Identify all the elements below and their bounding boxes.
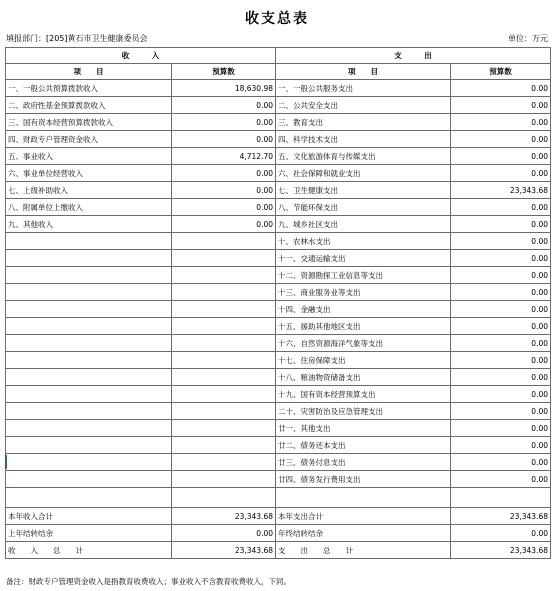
- table-row: [6, 80, 551, 97]
- income-budget-cell[interactable]: 0.00: [172, 131, 276, 148]
- income-budget-cell[interactable]: [172, 352, 276, 369]
- page-title: 收支总表: [245, 11, 309, 27]
- expense-item-cell[interactable]: 廿一、其他支出: [276, 420, 451, 437]
- table-row: [6, 284, 551, 301]
- expense-item-cell[interactable]: 十九、国有资本经营预算支出: [276, 386, 451, 403]
- income-item-cell[interactable]: [6, 403, 172, 420]
- expense-budget-cell[interactable]: 0.00: [451, 301, 551, 318]
- income-budget-cell[interactable]: [172, 318, 276, 335]
- expense-budget-cell[interactable]: 23,343.68: [451, 508, 551, 525]
- income-budget-cell[interactable]: [172, 420, 276, 437]
- income-item-cell[interactable]: 四、财政专户管理资金收入: [6, 131, 172, 148]
- reporting-unit: 填报部门：[205]黄石市卫生健康委员会: [6, 34, 148, 43]
- expense-budget-cell[interactable]: 0.00: [451, 352, 551, 369]
- income-item-cell[interactable]: [6, 352, 172, 369]
- expense-item-cell[interactable]: 五、文化旅游体育与传媒支出: [276, 148, 451, 165]
- income-item-header[interactable]: 项 目: [6, 64, 172, 80]
- table-row: [6, 216, 551, 233]
- income-item-cell[interactable]: [6, 386, 172, 403]
- expense-budget-cell[interactable]: 0.00: [451, 131, 551, 148]
- table-row: [6, 114, 551, 131]
- blank-cell[interactable]: [276, 488, 451, 508]
- expense-budget-cell[interactable]: 0.00: [451, 335, 551, 352]
- table-row: [6, 386, 551, 403]
- income-item-cell[interactable]: 七、上级补助收入: [6, 182, 172, 199]
- expense-budget-cell[interactable]: 0.00: [451, 369, 551, 386]
- expense-budget-cell[interactable]: 0.00: [451, 471, 551, 488]
- table-row: [6, 148, 551, 165]
- income-budget-cell[interactable]: [172, 267, 276, 284]
- income-budget-cell[interactable]: 18,630.98: [172, 80, 276, 97]
- income-item-cell[interactable]: [6, 318, 172, 335]
- expense-budget-cell[interactable]: 0.00: [451, 318, 551, 335]
- income-budget-cell[interactable]: 0.00: [172, 216, 276, 233]
- expense-budget-cell[interactable]: 0.00: [451, 199, 551, 216]
- expense-budget-cell[interactable]: 0.00: [451, 148, 551, 165]
- expense-item-cell[interactable]: 十二、资源勘探工业信息等支出: [276, 267, 451, 284]
- income-item-cell[interactable]: [6, 454, 172, 471]
- expense-item-cell[interactable]: 十三、商业服务业等支出: [276, 284, 451, 301]
- total-row: [6, 525, 551, 542]
- blank-cell[interactable]: [6, 488, 172, 508]
- income-budget-cell[interactable]: [172, 335, 276, 352]
- expense-item-cell[interactable]: 十五、援助其他地区支出: [276, 318, 451, 335]
- income-budget-cell[interactable]: [172, 284, 276, 301]
- income-budget-cell[interactable]: [172, 454, 276, 471]
- income-budget-cell[interactable]: [172, 471, 276, 488]
- income-budget-cell[interactable]: 0.00: [172, 165, 276, 182]
- table-row: [6, 131, 551, 148]
- expense-budget-cell[interactable]: 0.00: [451, 114, 551, 131]
- expense-budget-cell[interactable]: 0.00: [451, 97, 551, 114]
- income-item-cell[interactable]: [6, 369, 172, 386]
- income-item-cell[interactable]: 一、一般公共预算拨款收入: [6, 80, 172, 97]
- table-row: [6, 165, 551, 182]
- expense-budget-cell[interactable]: 0.00: [451, 250, 551, 267]
- expense-item-cell[interactable]: 十四、金融支出: [276, 301, 451, 318]
- table-row: [6, 267, 551, 284]
- table-row: [6, 335, 551, 352]
- expense-budget-cell[interactable]: 0.00: [451, 165, 551, 182]
- blank-cell[interactable]: [172, 488, 276, 508]
- table-row: [6, 233, 551, 250]
- table-row: [6, 471, 551, 488]
- table-row: [6, 250, 551, 267]
- expense-budget-cell[interactable]: 0.00: [451, 284, 551, 301]
- income-item-cell[interactable]: [6, 267, 172, 284]
- income-item-cell[interactable]: 九、其他收入: [6, 216, 172, 233]
- income-budget-header[interactable]: 预算数: [172, 64, 276, 80]
- income-budget-cell[interactable]: 23,343.68: [172, 508, 276, 525]
- income-item-cell[interactable]: 收 入 总 计: [6, 542, 172, 559]
- table-row: [6, 369, 551, 386]
- income-budget-cell[interactable]: 0.00: [172, 199, 276, 216]
- expense-budget-cell[interactable]: 0.00: [451, 80, 551, 97]
- income-item-cell[interactable]: [6, 284, 172, 301]
- table-row: [6, 97, 551, 114]
- summary-table: [5, 47, 551, 559]
- expense-budget-cell[interactable]: 23,343.68: [451, 542, 551, 559]
- sheet-meta: [0, 32, 554, 46]
- expense-budget-cell[interactable]: 0.00: [451, 437, 551, 454]
- income-item-cell[interactable]: [6, 420, 172, 437]
- expense-budget-cell[interactable]: 0.00: [451, 216, 551, 233]
- table-row: [6, 352, 551, 369]
- expense-item-cell[interactable]: 年终结转结余: [276, 525, 451, 542]
- expense-item-header[interactable]: 项 目: [276, 64, 451, 80]
- expense-item-cell[interactable]: 一、一般公共服务支出: [276, 80, 451, 97]
- expense-budget-cell[interactable]: 0.00: [451, 454, 551, 471]
- expense-item-cell[interactable]: 支 出 总 计: [276, 542, 451, 559]
- expense-item-cell[interactable]: 十八、粮油物资储备支出: [276, 369, 451, 386]
- income-item-cell[interactable]: 八、附属单位上缴收入: [6, 199, 172, 216]
- expense-item-cell[interactable]: 廿二、债务还本支出: [276, 437, 451, 454]
- expense-budget-cell[interactable]: 0.00: [451, 267, 551, 284]
- income-budget-cell[interactable]: [172, 369, 276, 386]
- expense-item-cell[interactable]: 本年支出合计: [276, 508, 451, 525]
- expense-header[interactable]: 支 出: [276, 48, 551, 64]
- expense-budget-header[interactable]: 预算数: [451, 64, 551, 80]
- blank-row: [6, 488, 551, 508]
- expense-budget-cell[interactable]: 0.00: [451, 420, 551, 437]
- income-item-cell[interactable]: [6, 335, 172, 352]
- expense-item-cell[interactable]: 八、节能环保支出: [276, 199, 451, 216]
- cell-selection-marker: [5, 455, 7, 469]
- blank-cell[interactable]: [451, 488, 551, 508]
- expense-item-cell[interactable]: 廿三、债务付息支出: [276, 454, 451, 471]
- footnote: 备注：财政专户管理资金收入是指教育收费收入；事业收入不含教育收费收入，下同。: [6, 577, 291, 586]
- income-item-cell[interactable]: [6, 233, 172, 250]
- income-budget-cell[interactable]: [172, 437, 276, 454]
- currency-unit: 单位：万元: [508, 34, 548, 43]
- expense-item-cell[interactable]: 二十、灾害防治及应急管理支出: [276, 403, 451, 420]
- income-item-cell[interactable]: [6, 301, 172, 318]
- income-item-cell[interactable]: 上年结转结余: [6, 525, 172, 542]
- table-row: [6, 182, 551, 199]
- income-item-cell[interactable]: 二、政府性基金预算拨款收入: [6, 97, 172, 114]
- expense-budget-cell[interactable]: 0.00: [451, 386, 551, 403]
- income-item-cell[interactable]: 六、事业单位经营收入: [6, 165, 172, 182]
- expense-item-cell[interactable]: 七、卫生健康支出: [276, 182, 451, 199]
- expense-item-cell[interactable]: 十一、交通运输支出: [276, 250, 451, 267]
- table-row: [6, 403, 551, 420]
- income-item-cell[interactable]: [6, 437, 172, 454]
- expense-item-cell[interactable]: 十六、自然资源海洋气象等支出: [276, 335, 451, 352]
- income-budget-cell[interactable]: 0.00: [172, 525, 276, 542]
- total-row: [6, 508, 551, 525]
- expense-item-cell[interactable]: 十七、住房保障支出: [276, 352, 451, 369]
- income-item-cell[interactable]: [6, 250, 172, 267]
- income-item-cell[interactable]: 五、事业收入: [6, 148, 172, 165]
- expense-item-cell[interactable]: 二、公共安全支出: [276, 97, 451, 114]
- expense-item-cell[interactable]: 十、农林水支出: [276, 233, 451, 250]
- income-budget-cell[interactable]: [172, 250, 276, 267]
- expense-item-cell[interactable]: 四、科学技术支出: [276, 131, 451, 148]
- income-item-cell[interactable]: 三、国有资本经营预算拨款收入: [6, 114, 172, 131]
- expense-item-cell[interactable]: 九、城乡社区支出: [276, 216, 451, 233]
- table-row: [6, 199, 551, 216]
- expense-item-cell[interactable]: 三、教育支出: [276, 114, 451, 131]
- income-budget-cell[interactable]: [172, 233, 276, 250]
- income-budget-cell[interactable]: [172, 386, 276, 403]
- total-row: [6, 542, 551, 559]
- table-row: [6, 318, 551, 335]
- income-budget-cell[interactable]: [172, 301, 276, 318]
- table-row: [6, 420, 551, 437]
- table-row: [6, 437, 551, 454]
- table-header-columns: [6, 64, 551, 80]
- table-header-section: [6, 48, 551, 64]
- expense-budget-cell[interactable]: 0.00: [451, 403, 551, 420]
- income-budget-cell[interactable]: 0.00: [172, 114, 276, 131]
- income-item-cell[interactable]: 本年收入合计: [6, 508, 172, 525]
- expense-budget-cell[interactable]: 0.00: [451, 525, 551, 542]
- income-item-cell[interactable]: [6, 471, 172, 488]
- table-row: [6, 301, 551, 318]
- income-budget-cell[interactable]: [172, 403, 276, 420]
- income-budget-cell[interactable]: 0.00: [172, 97, 276, 114]
- table-row: [6, 454, 551, 471]
- income-budget-cell[interactable]: 4,712.70: [172, 148, 276, 165]
- expense-item-cell[interactable]: 廿四、债务发行费用支出: [276, 471, 451, 488]
- expense-budget-cell[interactable]: 23,343.68: [451, 182, 551, 199]
- income-header[interactable]: 收 入: [6, 48, 276, 64]
- income-budget-cell[interactable]: 23,343.68: [172, 542, 276, 559]
- expense-budget-cell[interactable]: 0.00: [451, 233, 551, 250]
- income-budget-cell[interactable]: 0.00: [172, 182, 276, 199]
- expense-item-cell[interactable]: 六、社会保障和就业支出: [276, 165, 451, 182]
